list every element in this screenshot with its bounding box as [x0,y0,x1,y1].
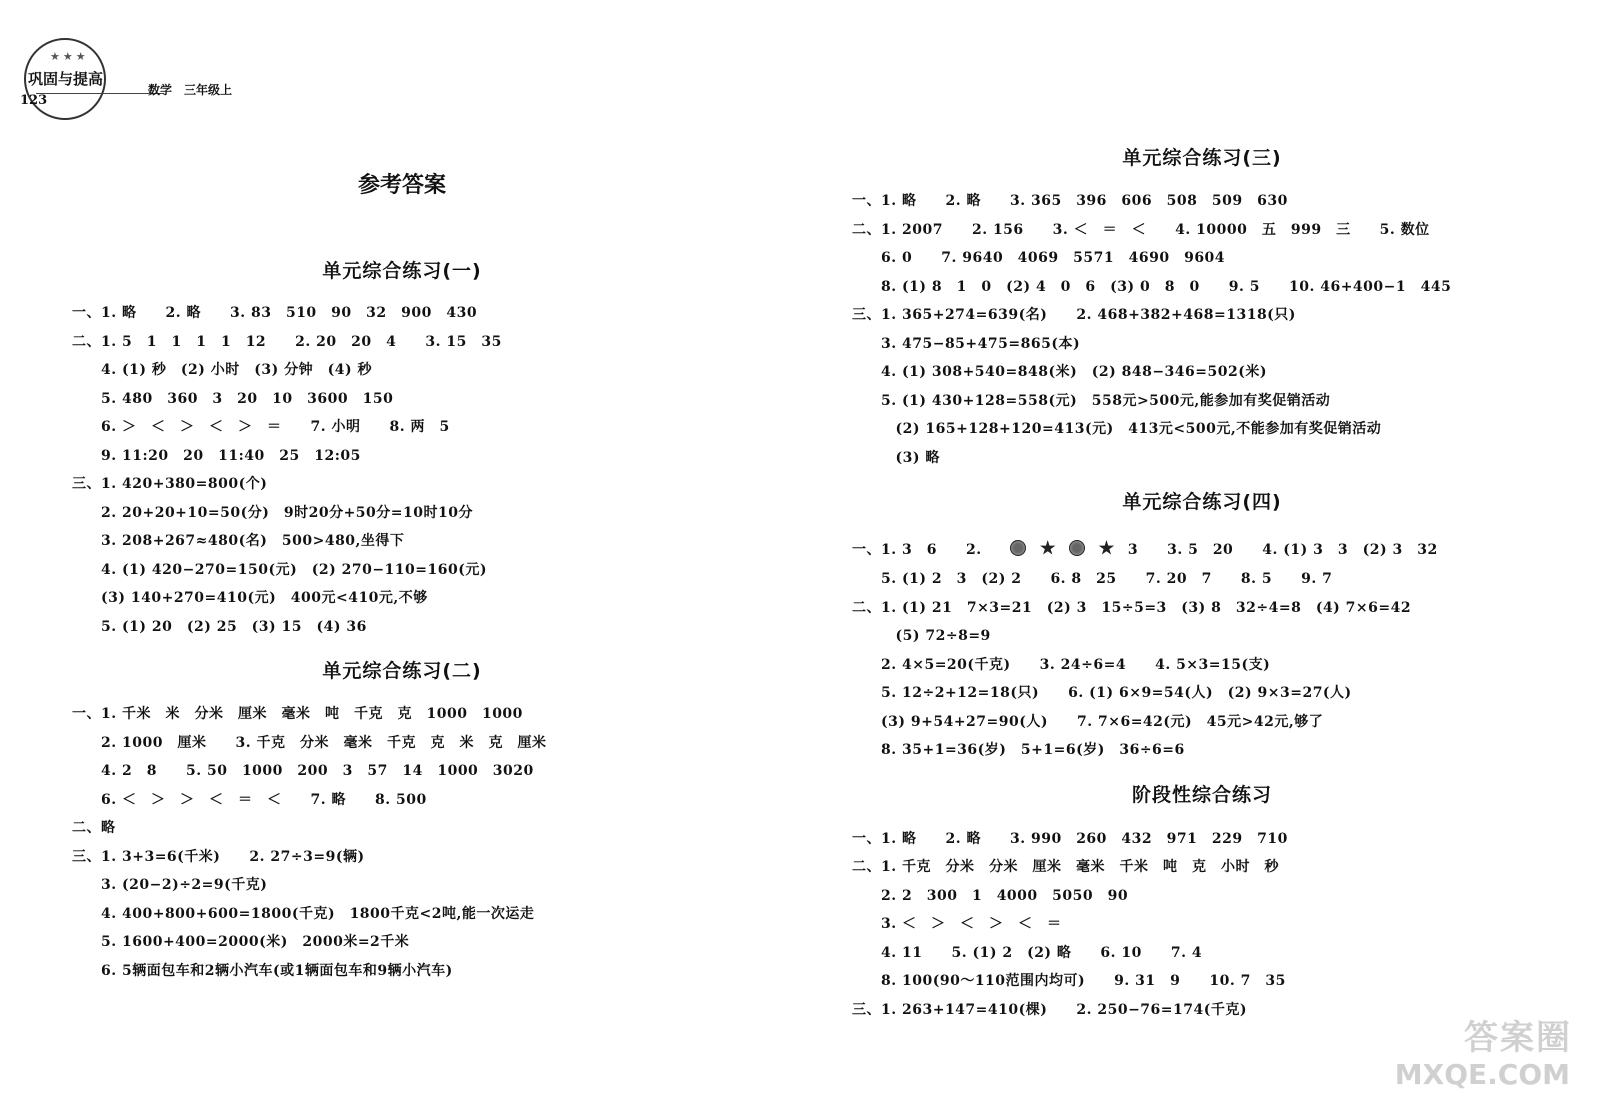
answer-line: 4. (1) 秒 (2) 小时 (3) 分钟 (4) 秒 [72,362,372,378]
answer-line: 4. 400+800+600=1800(千克) 1800千克<2吨,能一次运走 [72,906,535,922]
section-title-3: 单元综合练习(三) [1122,147,1282,169]
circle-icon [1010,540,1026,556]
answer-line: 6. 0 7. 9640 4069 5571 4690 9604 [852,250,1226,266]
answer-line: 9. 11:20 20 11:40 25 12:05 [72,448,361,464]
answer-line: 2. 4×5=20(千克) 3. 24÷6=4 4. 5×3=15(支) [852,657,1271,673]
answer-line: 二、1. 千克 分米 分米 厘米 毫米 千米 吨 克 小时 秒 [852,859,1279,875]
answer-line: 8. 100(90～110范围内均可) 9. 31 9 10. 7 35 [852,973,1286,989]
answer-line: (3) 9+54+27=90(人) 7. 7×6=42(元) 45元>42元,够了 [852,714,1324,730]
answer-line: 5. (1) 2 3 (2) 2 6. 8 25 7. 20 7 8. 5 9. 7 [852,571,1333,587]
star-icons: ★★★ [50,50,89,63]
answer-line: 二、1. 2007 2. 156 3. ＜ ＝ ＜ 4. 10000 五 999 三 5. 数位 [852,222,1430,238]
answer-line: 2. 1000 厘米 3. 千克 分米 毫米 千克 克 米 克 厘米 [72,735,547,751]
answer-line: 三、1. 365+274=639(名) 2. 468+382+468=1318(只) [852,307,1296,323]
answer-line: 三、1. 420+380=800(个) [72,476,268,492]
answer-line: (3) 略 [852,450,940,466]
answer-line: 三、1. 263+147=410(棵) 2. 250−76=174(千克) [852,1002,1247,1018]
answer-line: 5. 1600+400=2000(米) 2000米=2千米 [72,934,410,950]
answer-line: 6. ＞ ＜ ＞ ＜ ＞ ＝ 7. 小明 8. 两 5 [72,419,450,435]
answer-line: 二、1. 5 1 1 1 1 12 2. 20 20 4 3. 15 35 [72,334,502,350]
answer-line: 一、1. 略 2. 略 3. 365 396 606 508 509 630 [852,193,1288,209]
answer-line: 5. 12÷2+12=18(只) 6. (1) 6×9=54(人) (2) 9×3=27(人) [852,685,1352,701]
answer-line: (2) 165+128+120=413(元) 413元<500元,不能参加有奖促销活动 [852,421,1382,437]
page-title: 参考答案 [357,173,446,198]
answer-text: 一、1. 3 6 2. [852,542,982,558]
answer-line: 一、1. 略 2. 略 3. 83 510 90 32 900 430 [72,305,478,321]
book-header [18,38,278,128]
answer-line: 8. 35+1=36(岁) 5+1=6(岁) 36÷6=6 [852,742,1185,758]
answer-line: 5. 480 360 3 20 10 3600 150 [72,391,394,407]
answer-line: 8. (1) 8 1 0 (2) 4 0 6 (3) 0 8 0 9. 5 10. 46+400−1 445 [852,279,1452,295]
answer-line: 4. 2 8 5. 50 1000 200 3 57 14 1000 3020 [72,763,534,779]
answer-line: 3. 208+267≈480(名) 500>480,坐得下 [72,533,405,549]
answer-line: 4. (1) 420−270=150(元) (2) 270−110=160(元) [72,562,487,578]
answer-line-shapes [852,539,1438,559]
answer-line: 3. ＜ ＞ ＜ ＞ ＜ ＝ [852,916,1062,932]
answer-line: 2. 2 300 1 4000 5050 90 [852,888,1129,904]
star-icon [1040,540,1056,556]
answer-line: 4. 11 5. (1) 2 (2) 略 6. 10 7. 4 [852,945,1203,961]
answer-line: 5. (1) 20 (2) 25 (3) 15 (4) 36 [72,619,367,635]
header-rule [36,93,164,94]
page-number: 123 [20,93,48,108]
section-title-2: 单元综合练习(二) [322,660,482,682]
answer-line: 2. 20+20+10=50(分) 9时20分+50分=10时10分 [72,505,473,521]
section-title-4: 单元综合练习(四) [1122,491,1282,513]
section-title-1: 单元综合练习(一) [322,260,482,282]
answer-line: 3. 475−85+475=865(本) [852,336,1081,352]
answer-line: 三、1. 3+3=6(千米) 2. 27÷3=9(辆) [72,849,365,865]
subject-label: 数学 三年级上 [148,83,233,97]
answer-line: 4. (1) 308+540=848(米) (2) 848−346=502(米) [852,364,1267,380]
answer-line: 6. 5辆面包车和2辆小汽车(或1辆面包车和9辆小汽车) [72,963,453,979]
answer-line: 二、略 [72,820,116,836]
watermark-url: MXQE.COM [1394,1058,1570,1091]
star-icon [1098,540,1114,556]
answer-line: (5) 72÷8=9 [852,628,991,644]
answer-line: (3) 140+270=410(元) 400元<410元,不够 [72,590,428,606]
answer-text: 3 3. 5 20 4. (1) 3 3 (2) 3 32 [1127,542,1438,558]
section-title-5: 阶段性综合练习 [1131,784,1272,806]
answer-line: 二、1. (1) 21 7×3=21 (2) 3 15÷5=3 (3) 8 32÷4=8 (4) 7×6=42 [852,600,1412,616]
answer-line: 一、1. 千米 米 分米 厘米 毫米 吨 千克 克 1000 1000 [72,706,523,722]
answer-line: 3. (20−2)÷2=9(千克) [72,877,268,893]
answer-line: 5. (1) 430+128=558(元) 558元>500元,能参加有奖促销活动 [852,393,1331,409]
answer-line: 6. ＜ ＞ ＞ ＜ ＝ ＜ 7. 略 8. 500 [72,792,427,808]
brand-logo: 巩固与提高 [28,70,104,88]
answer-line: 一、1. 略 2. 略 3. 990 260 432 971 229 710 [852,831,1288,847]
watermark-logo: 答案圈 [1464,1018,1572,1058]
circle-icon [1069,540,1085,556]
